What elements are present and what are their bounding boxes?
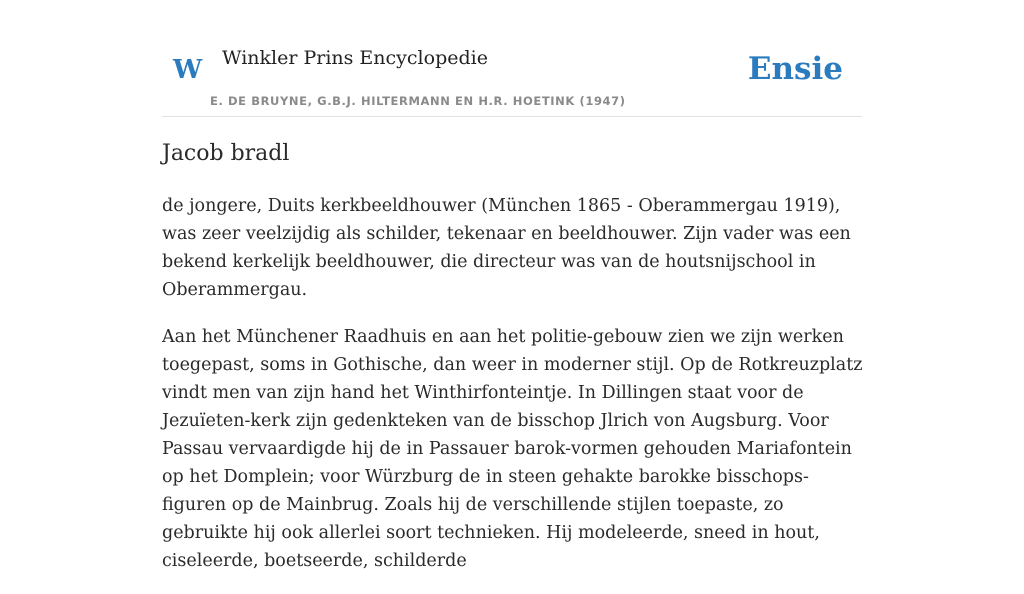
article-paragraph: de jongere, Duits kerkbeeldhouwer (München 1865 - Oberammergau 1919), was zeer veelzijdig als schilder, tekenaar en beeldhouwer. Zijn vader was een bekend kerkelijk beeldhouwer, die directeur was van de houtsnijschool in Oberammergau.: [162, 196, 851, 300]
ensie-logo[interactable]: Ensie: [747, 51, 843, 87]
publication-title[interactable]: Winkler Prins Encyclopedie: [222, 47, 488, 69]
article-paragraph: Aan het Münchener Raadhuis en aan het politie-gebouw zien we zijn werken toegepast, soms in Gothische, dan weer in moderner stijl. Op de Rotkreuzplatz vindt men van zijn hand het Winthirfonteintje. In Dillingen staat voor de Jezuïeten-kerk zijn gedenkteken van de bisschop Jlrich von Augsburg. Voor Passau vervaardigde hij de in Passauer barok-vormen gehouden Mariafontein op het Domplein; voor Würzburg de in steen gehakte barokke bisschops-figuren op de Mainbrug. Zoals hij de verschillende stijlen toepaste, zo gebruikte hij ook allerlei soort technieken. Hij modeleerde, sneed in hout, ciseleerde, boetseerde, schilderde: [162, 327, 863, 571]
article-body: [162, 192, 867, 594]
page-header: [162, 0, 862, 117]
article-title: Jacob bradl: [162, 141, 290, 166]
publication-logo[interactable]: W: [173, 55, 203, 85]
publication-authors: E. DE BRUYNE, G.B.J. HILTERMANN EN H.R. HOETINK (1947): [210, 94, 626, 108]
article-page: [162, 0, 863, 571]
